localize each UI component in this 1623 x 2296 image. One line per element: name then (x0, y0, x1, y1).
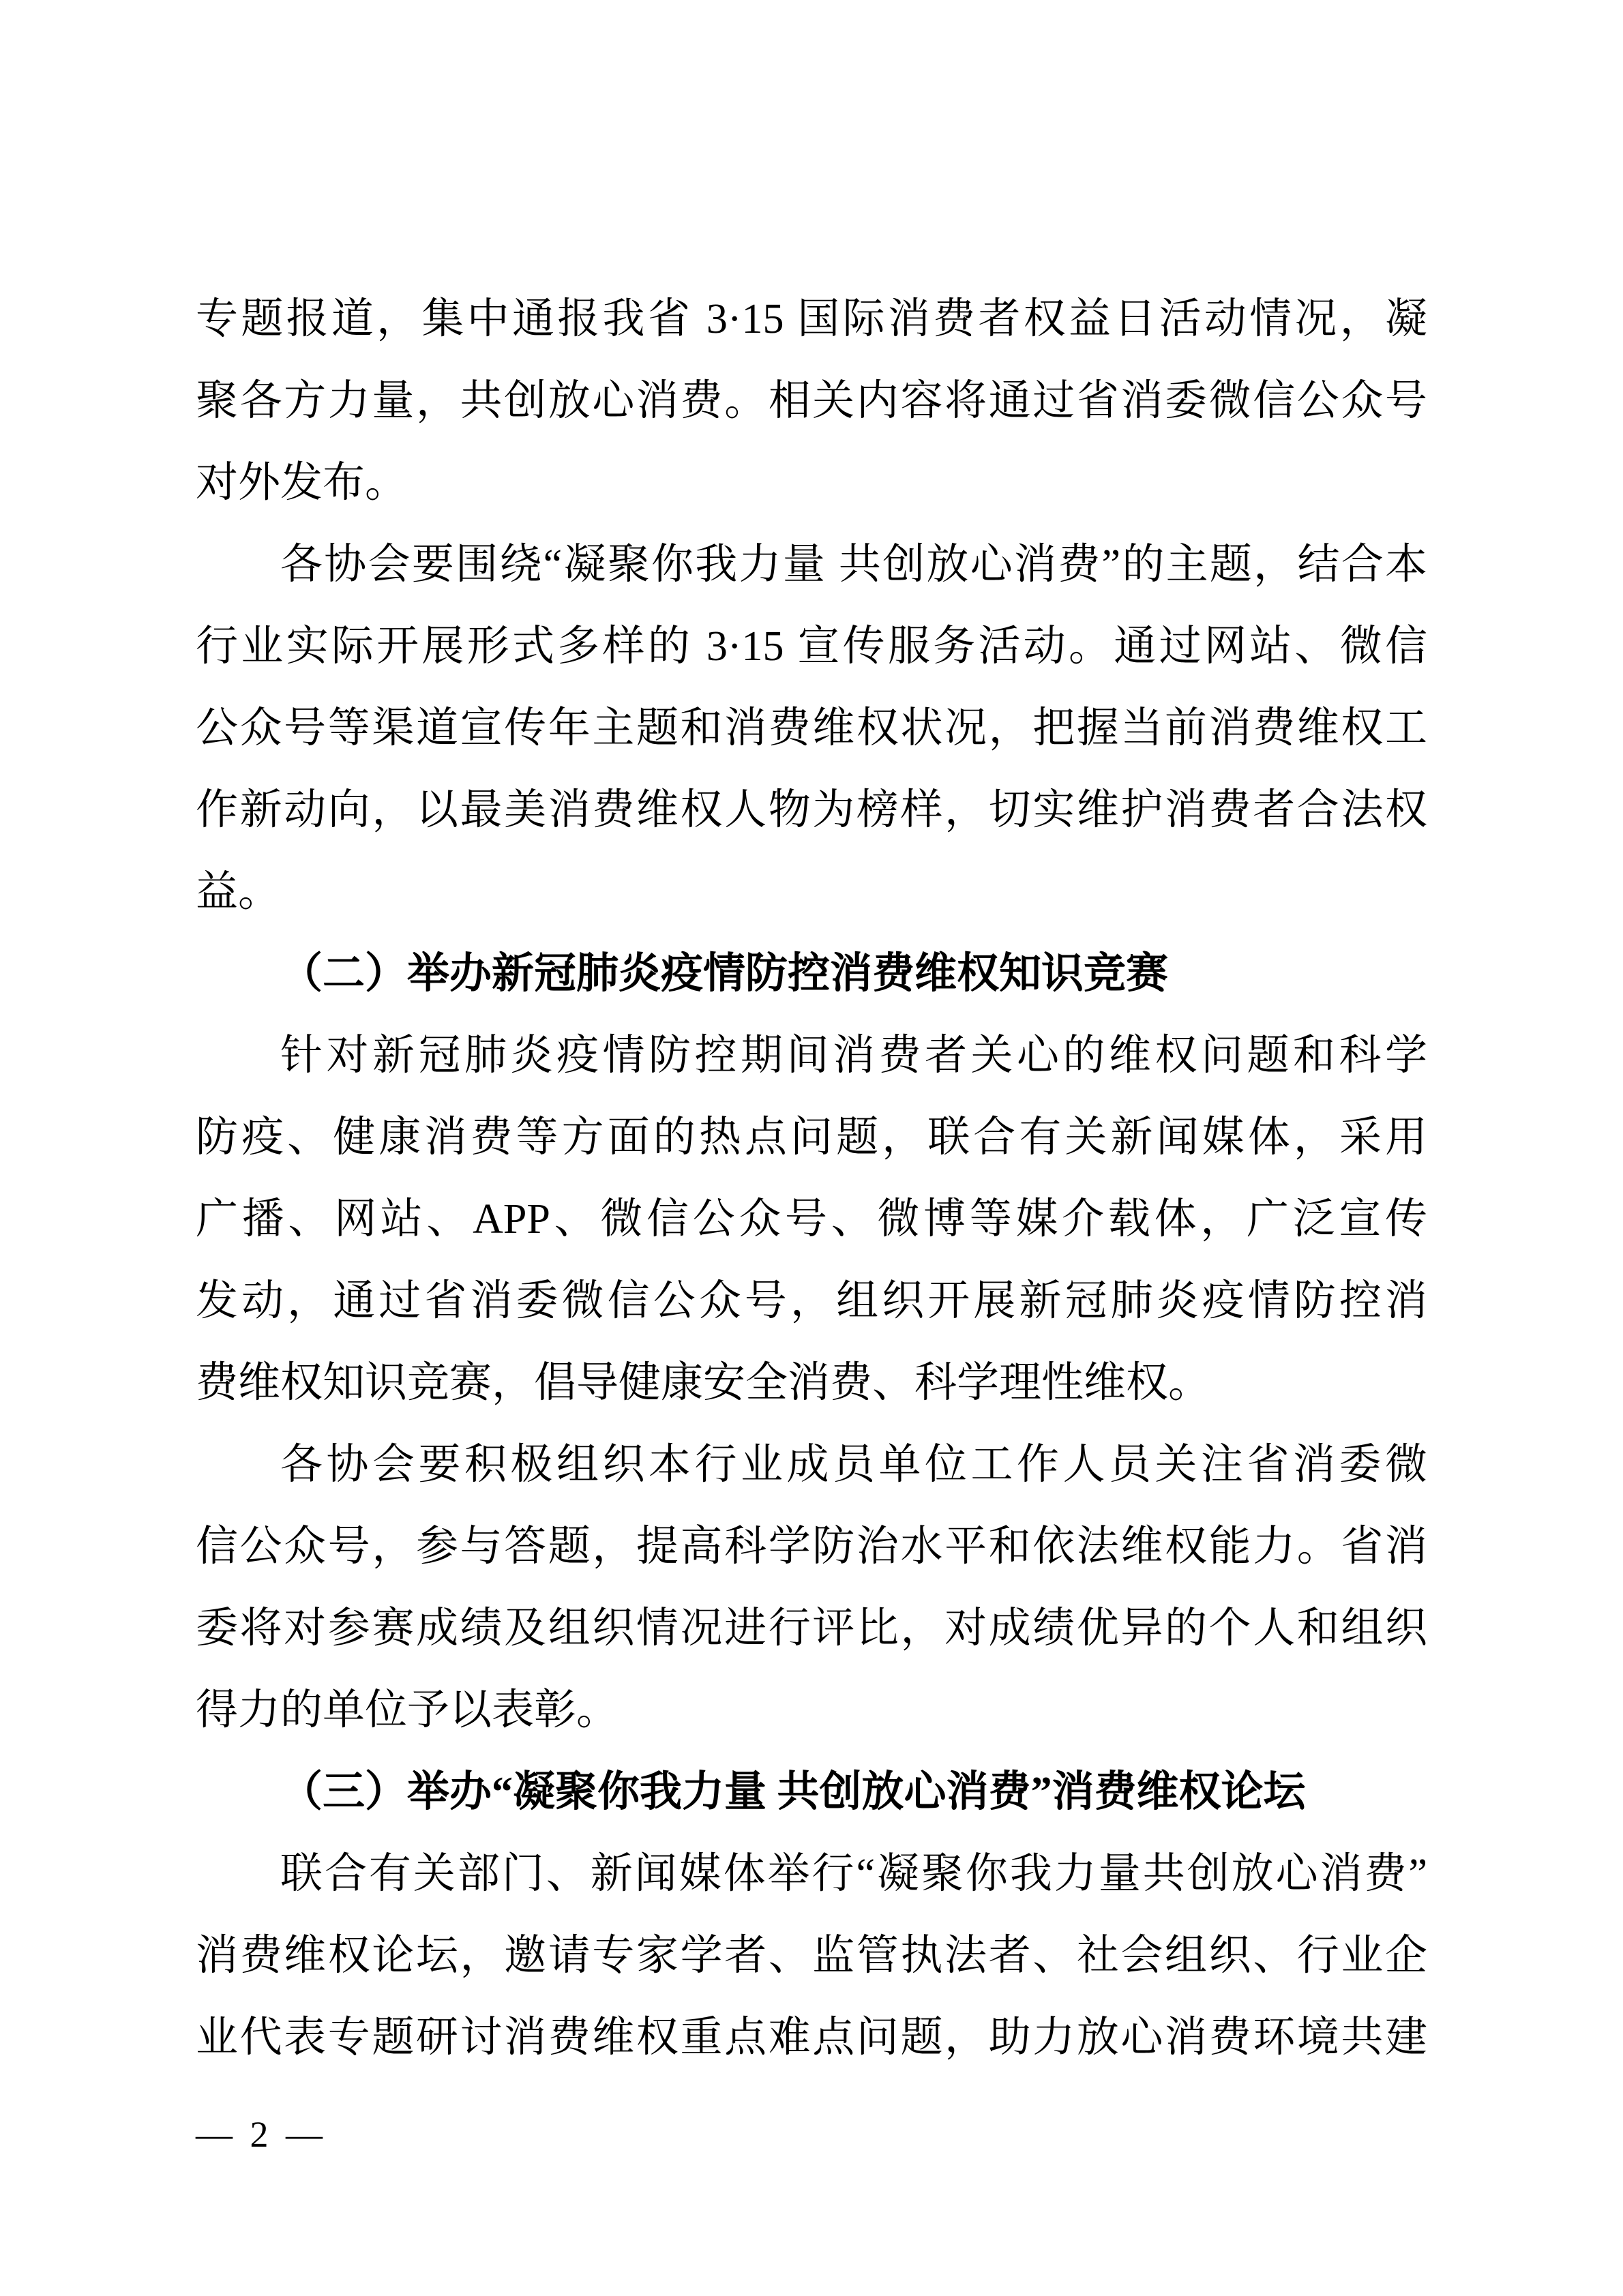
section-heading: （二）举办新冠肺炎疫情防控消费维权知识竞赛 (280, 951, 1169, 997)
text-line: 广播、网站、APP、微信公众号、微博等媒介载体，广泛宣传 (196, 1196, 1427, 1242)
text-line: 公众号等渠道宣传年主题和消费维权状况，把握当前消费维权工 (196, 705, 1427, 751)
text-line: 业代表专题研讨消费维权重点难点问题，助力放心消费环境共建 (196, 2014, 1427, 2061)
page-footer (196, 2104, 327, 2165)
text-line: 委将对参赛成绩及组织情况进行评比，对成绩优异的个人和组织 (196, 1605, 1427, 1652)
text-line: 发动，通过省消委微信公众号，组织开展新冠肺炎疫情防控消 (196, 1278, 1427, 1324)
document-body (196, 278, 1427, 2078)
text-line: 益。 (196, 869, 281, 915)
text-line: 防疫、健康消费等方面的热点问题，联合有关新闻媒体，采用 (196, 1114, 1427, 1161)
text-line: 聚各方力量，共创放心消费。相关内容将通过省消委微信公众号 (196, 378, 1427, 424)
text-line: 专题报道，集中通报我省 3·15 国际消费者权益日活动情况，凝 (196, 296, 1427, 342)
text-line: 信公众号，参与答题，提高科学防治水平和依法维权能力。省消 (196, 1523, 1427, 1570)
section-heading: （三）举办“凝聚你我力量 共创放心消费”消费维权论坛 (280, 1769, 1306, 1815)
text-line: 费维权知识竞赛，倡导健康安全消费、科学理性维权。 (196, 1360, 1211, 1406)
text-line: 行业实际开展形式多样的 3·15 宣传服务活动。通过网站、微信 (196, 623, 1427, 670)
text-line: 对外发布。 (196, 460, 408, 506)
text-line: 消费维权论坛，邀请专家学者、监管执法者、社会组织、行业企 (196, 1933, 1427, 1979)
text-line: 联合有关部门、新闻媒体举行“凝聚你我力量共创放心消费” (280, 1851, 1427, 1897)
text-line: 各协会要围绕“凝聚你我力量 共创放心消费”的主题，结合本 (280, 541, 1427, 588)
text-line: 各协会要积极组织本行业成员单位工作人员关注省消委微 (280, 1442, 1427, 1488)
text-line: 针对新冠肺炎疫情防控期间消费者关心的维权问题和科学 (280, 1032, 1427, 1079)
text-line: 作新动向，以最美消费维权人物为榜样，切实维护消费者合法权 (196, 787, 1427, 833)
page-number: — 2 — (196, 2114, 327, 2155)
text-line: 得力的单位予以表彰。 (196, 1687, 619, 1733)
